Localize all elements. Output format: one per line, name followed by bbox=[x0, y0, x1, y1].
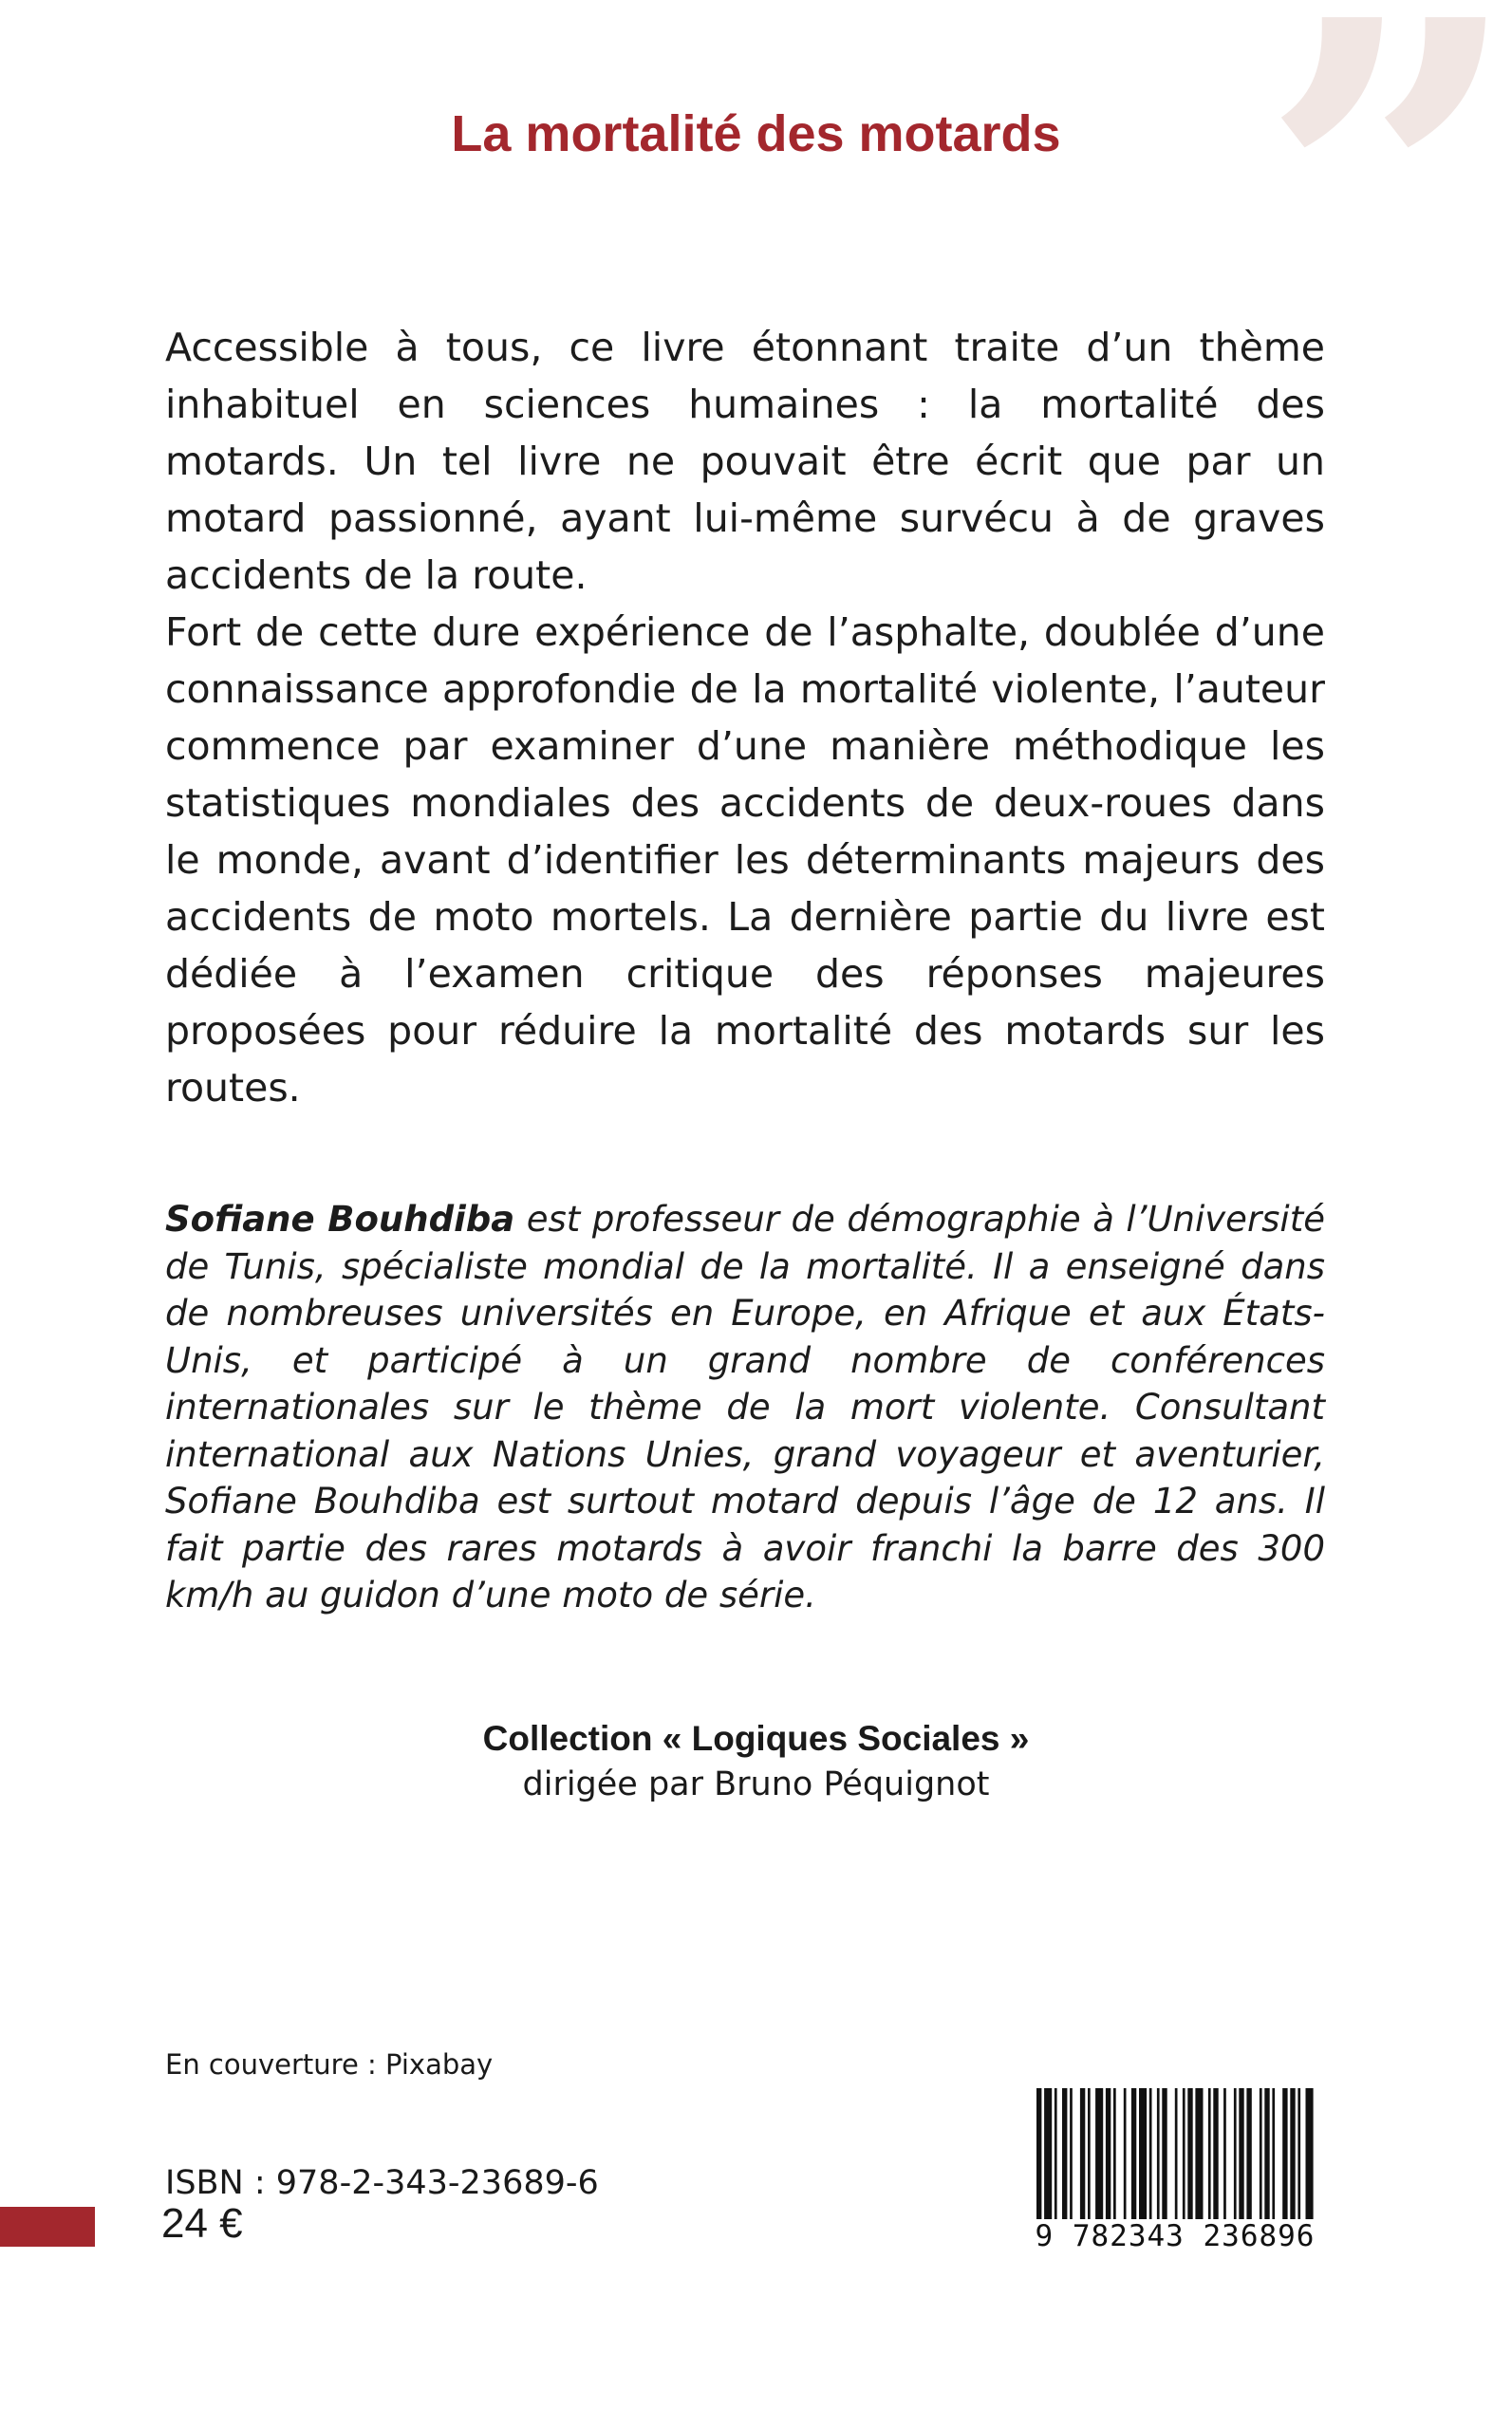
barcode-bar bbox=[1213, 2088, 1218, 2221]
barcode-bar bbox=[1306, 2088, 1314, 2221]
barcode-bar bbox=[1106, 2088, 1111, 2221]
blurb-paragraph-1: Accessible à tous, ce livre étonnant traite d’un thème inhabituel en sciences humaines : la mortalité des motards. Un tel livre ne pouvait être écrit que par un motard passionné, ayant lui-même survécu à de graves accidents de la route. bbox=[165, 325, 1325, 598]
blurb-paragraph-2: Fort de cette dure expérience de l’asphalte, doublée d’une connaissance approfondie de la mortalité violente, l’auteur commence par examiner d’une manière méthodique les statistiques mondiales des accidents de deux-roues dans le monde, avant d’identifier les déterminants majeurs des accidents de moto mortels. La dernière partie du livre est dédiée à l’examen critique des réponses majeures proposées pour réduire la mortalité des motards sur les routes. bbox=[165, 609, 1325, 1111]
barcode-bars bbox=[1033, 2088, 1317, 2221]
barcode-bar bbox=[1175, 2088, 1178, 2221]
barcode-bar bbox=[1070, 2088, 1073, 2221]
collection-info bbox=[0, 1716, 1512, 1807]
barcode-bar bbox=[1290, 2088, 1295, 2221]
barcode-bar bbox=[1139, 2088, 1147, 2221]
book-title: La mortalité des motards bbox=[451, 105, 1061, 162]
cover-credit: En couverture : Pixabay bbox=[165, 2048, 494, 2081]
author-bio bbox=[165, 1196, 1325, 1619]
decorative-quote-icon: ” bbox=[1259, 0, 1493, 458]
barcode-bar bbox=[1239, 2088, 1243, 2221]
barcode-bar bbox=[1195, 2088, 1203, 2221]
barcode-bar bbox=[1208, 2088, 1211, 2221]
barcode-bar bbox=[1124, 2088, 1127, 2221]
price-accent-bar bbox=[0, 2207, 95, 2247]
barcode-bar bbox=[1183, 2088, 1185, 2221]
barcode-bar bbox=[1260, 2088, 1262, 2221]
barcode-bar bbox=[1246, 2088, 1251, 2221]
barcode-bar bbox=[1297, 2088, 1300, 2221]
book-blurb bbox=[165, 319, 1325, 1116]
barcode-bar bbox=[1080, 2088, 1085, 2221]
isbn: ISBN : 978-2-343-23689-6 bbox=[165, 2164, 599, 2202]
collection-name: Collection « Logiques Sociales » bbox=[482, 1719, 1030, 1758]
author-bio-text: est professeur de démographie à l’Université de Tunis, spécialiste mondial de la mortalité. Il a enseigné dans de nombreuses universités en Europe, en Afrique et aux États-Unis, et participé à un grand nombre de conférences internationales sur le thème de la mort violente. Consultant international aux Nations Unies, grand voyageur et aventurier, Sofiane Bouhdiba est surtout motard depuis l’âge de 12 ans. Il fait partie des rares motards à avoir franchi la barre des 300 km/h au guidon d’une moto de série. bbox=[165, 1199, 1325, 1615]
barcode-bar bbox=[1044, 2088, 1052, 2221]
barcode-digits: 9 782343 236896 bbox=[1033, 2219, 1317, 2253]
barcode-bar bbox=[1157, 2088, 1160, 2221]
barcode-bar bbox=[1272, 2088, 1275, 2221]
barcode-bar bbox=[1088, 2088, 1091, 2221]
barcode-bar bbox=[1223, 2088, 1226, 2221]
barcode-bar bbox=[1187, 2088, 1192, 2221]
barcode bbox=[1033, 2088, 1317, 2259]
barcode-bar bbox=[1234, 2088, 1237, 2221]
barcode-bar bbox=[1095, 2088, 1103, 2221]
barcode-bar bbox=[1149, 2088, 1152, 2221]
price: 24 € bbox=[161, 2200, 243, 2247]
barcode-bar bbox=[1162, 2088, 1167, 2221]
barcode-bar bbox=[1264, 2088, 1269, 2221]
barcode-bar bbox=[1131, 2088, 1136, 2221]
barcode-bar bbox=[1062, 2088, 1067, 2221]
barcode-bar bbox=[1055, 2088, 1057, 2221]
barcode-bar bbox=[1282, 2088, 1287, 2221]
collection-director: dirigée par Bruno Péquignot bbox=[522, 1765, 990, 1803]
author-name: Sofiane Bouhdiba bbox=[165, 1199, 515, 1240]
barcode-bar bbox=[1113, 2088, 1116, 2221]
barcode-bar bbox=[1036, 2088, 1041, 2221]
